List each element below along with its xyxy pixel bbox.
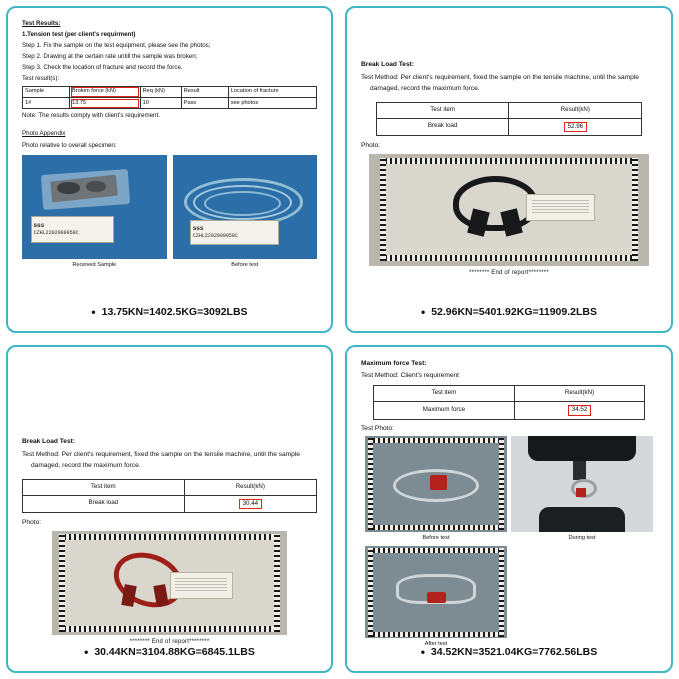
caption-text-bottom-right: 34.52KN=3521.04KG=7762.56LBS	[430, 645, 598, 658]
cell-result-value: 34.52	[568, 405, 591, 416]
photo-after-test	[365, 546, 507, 638]
break-load-method-30-line1: Test Method: Per client's requirement, fixed the sample on the tensile machine, until the sample	[22, 450, 300, 458]
break-load-method-52-line1: Test Method: Per client's requirement, fixed the sample on the tensile machine, until the sample	[361, 73, 639, 81]
document-break-load-52	[347, 8, 671, 278]
card-bottom-right	[345, 345, 673, 673]
ruler-left	[368, 438, 373, 530]
col-result-kn: Result(kN)	[184, 479, 316, 495]
sample-tag-brand: SGS	[33, 221, 45, 229]
panel-top-right	[339, 0, 679, 339]
panel-bottom-left	[0, 339, 339, 679]
bullet-icon: •	[420, 645, 425, 659]
machine-shaft	[573, 461, 586, 480]
end-of-report-52: ******** End of report********	[469, 269, 549, 276]
tension-step-2: Step 2. Drawing at the certain rate untill the sample was broken;	[22, 52, 198, 60]
cell-result-value-wrap	[509, 118, 642, 136]
cell-result-value: 30.44	[239, 499, 262, 510]
coiled-rope-3	[204, 191, 280, 216]
photo-break-load-30	[52, 531, 287, 635]
photo-label-before-test: Before test	[422, 535, 450, 542]
maximum-force-title: Maximum force Test:	[361, 360, 427, 367]
specimen-red-connector	[430, 475, 447, 490]
ruler-top	[368, 438, 504, 443]
cell-test-item: Maximum force	[373, 402, 514, 420]
photo-before-test	[365, 436, 507, 532]
tension-step-1: Step 1. Fix the sample on the test equipment, please see the photos;	[22, 41, 211, 49]
photo-label-52: Photo:	[361, 142, 381, 150]
caption-top-right	[347, 305, 671, 319]
col-sample: Sample	[23, 86, 70, 97]
table-header-row	[373, 386, 644, 402]
col-result-kn: Result(kN)	[509, 102, 642, 118]
ruler-top	[380, 158, 638, 164]
photo-label-received-sample: Received Sample	[72, 262, 117, 269]
bullet-icon: •	[421, 305, 426, 319]
end-of-report-30: ******** End of report********	[129, 638, 210, 645]
caption-bottom-left	[8, 645, 331, 659]
photo-break-load-52	[369, 154, 649, 266]
tension-heading: Test Results:	[22, 20, 61, 27]
table-header-row	[23, 479, 317, 495]
ruler-bottom	[368, 632, 504, 637]
ruler-bottom	[368, 525, 504, 530]
photo-received-sample	[22, 155, 167, 259]
caption-text-bottom-left: 30.44KN=3104.88KG=6845.1LBS	[94, 645, 255, 658]
sample-tag-label	[31, 216, 115, 243]
hardware-ring-2	[86, 181, 106, 191]
tag-text-lines	[175, 578, 226, 593]
table-row	[376, 118, 641, 136]
bullet-icon: •	[84, 645, 89, 659]
ruler-bottom	[59, 626, 280, 632]
cell-result-value-wrap	[514, 402, 644, 420]
cell-broken-force: 13.75	[70, 98, 141, 109]
col-result: Result	[181, 86, 228, 97]
ruler-right	[632, 158, 638, 261]
ruler-bottom	[380, 255, 638, 261]
photo-label-30: Photo:	[22, 519, 42, 527]
card-top-left	[6, 6, 333, 333]
hardware-ring-1	[57, 182, 80, 193]
cell-test-item: Break load	[376, 118, 509, 136]
break-load-table-52	[376, 102, 642, 137]
photo-appendix-sub: Photo relative to overall specimen:	[22, 142, 117, 150]
card-top-right	[345, 6, 673, 333]
before-test-tag-brand: SGS	[192, 224, 204, 232]
sample-tag-code: CZHL2202009058C	[33, 229, 79, 236]
before-test-tag-code: CZHL2202009058C	[192, 232, 238, 239]
specimen-red-connector	[427, 592, 445, 603]
table-row	[23, 98, 317, 109]
test-photo-row-2	[361, 546, 657, 648]
card-bottom-left	[6, 345, 333, 673]
photo-appendix-title: Photo Appendix	[22, 130, 66, 138]
ruler-left	[380, 158, 386, 261]
tag-text-lines	[532, 200, 588, 215]
photo-block-received-sample	[22, 155, 167, 269]
break-load-title-30: Break Load Test:	[22, 438, 76, 445]
cell-sample: 1#	[23, 98, 70, 109]
cell-result: Pass	[181, 98, 228, 109]
tension-note: Note: The results comply with client's requirement.	[22, 112, 160, 120]
specimen-tag	[526, 194, 595, 221]
document-tension-test	[8, 8, 331, 270]
caption-bottom-right	[347, 645, 671, 659]
cell-result-value-wrap	[184, 495, 316, 513]
ruler-right	[499, 548, 504, 636]
photo-during-test	[511, 436, 653, 532]
photo-block-during-test	[511, 436, 653, 542]
tension-subheading: 1.Tension test (per client's requirment)	[22, 30, 136, 38]
machine-crosshead	[528, 436, 636, 461]
break-load-method-52-line2: damaged, record the maximum force.	[370, 85, 480, 93]
photo-block-empty	[511, 546, 653, 648]
test-photo-row-1	[361, 436, 657, 542]
col-broken-force: Broken force (kN)	[70, 86, 141, 97]
test-photo-label: Test Photo:	[361, 424, 394, 432]
tension-results-label: Test result(s):	[22, 74, 60, 82]
photo-row	[22, 155, 317, 269]
ruler-right	[499, 438, 504, 530]
ruler-left	[368, 548, 373, 636]
cell-test-item: Break load	[23, 495, 185, 513]
caption-text-top-right: 52.96KN=5401.92KG=11909.2LBS	[431, 305, 597, 318]
document-maximum-force	[347, 347, 671, 649]
document-break-load-30	[8, 347, 331, 647]
before-test-tag-label	[190, 220, 280, 245]
table-header-row	[23, 86, 317, 97]
ruler-top	[59, 534, 280, 540]
table-row	[23, 495, 317, 513]
tension-results-table	[22, 86, 317, 110]
col-test-item: Test item	[23, 479, 185, 495]
machine-base	[539, 507, 624, 532]
photo-block-before-test	[173, 155, 318, 269]
panel-top-left	[0, 0, 339, 339]
col-test-item: Test item	[376, 102, 509, 118]
ruler-top	[368, 548, 504, 553]
table-row	[373, 402, 644, 420]
photo-label-during-test: During test	[568, 535, 596, 542]
caption-top-left	[8, 305, 331, 319]
col-test-item: Test item	[373, 386, 514, 402]
bullet-icon: •	[91, 305, 96, 319]
specimen-red-connector	[576, 488, 586, 497]
table-header-row	[376, 102, 641, 118]
photo-block-after-test	[365, 546, 507, 648]
maximum-force-table	[373, 385, 645, 420]
col-req: Req (kN)	[140, 86, 181, 97]
photo-label-after-test: After test	[424, 641, 448, 648]
cell-result-value: 52.96	[564, 122, 587, 133]
panel-bottom-right	[339, 339, 679, 679]
photo-before-test	[173, 155, 318, 259]
break-load-table-30	[22, 479, 317, 514]
photo-label-before-test: Before test	[231, 262, 259, 269]
cell-location: see photos	[228, 98, 316, 109]
specimen-tag	[170, 572, 233, 599]
break-load-method-30-line2: damaged, record the maximum force.	[31, 462, 141, 470]
col-result-kn: Result(kN)	[514, 386, 644, 402]
break-load-title-52: Break Load Test:	[361, 61, 415, 68]
caption-text-top-left: 13.75KN=1402.5KG=3092LBS	[101, 305, 248, 318]
maximum-force-method: Test Method: Client's requirement	[361, 371, 460, 379]
ruler-right	[274, 534, 280, 632]
tension-step-3: Step 3. Check the location of fracture and record the force.	[22, 63, 183, 71]
ruler-left	[59, 534, 65, 632]
cell-req: 10	[140, 98, 181, 109]
photo-block-before-test	[365, 436, 507, 542]
col-location: Location of fracture	[228, 86, 316, 97]
